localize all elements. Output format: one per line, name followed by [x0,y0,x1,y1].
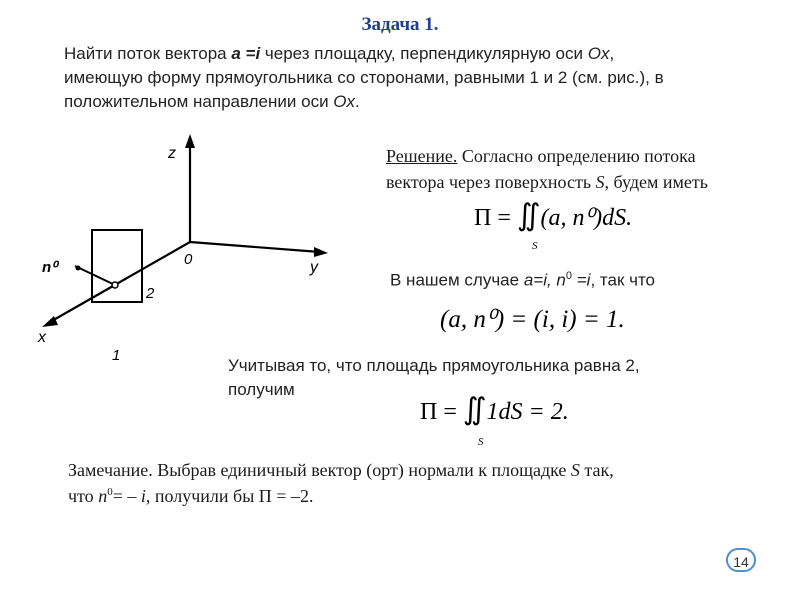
problem-statement: Найти поток вектора a =i через площадку, перпендикулярную оси Ox, имеющую форму прямоугольника со сторонами, равными 1 и 2 (см. рис.), в положительном направлении оси Ox. [64,44,664,111]
side-1-label: 1 [112,347,121,364]
y-axis [190,242,320,252]
normal-label: n⁰ [42,259,58,276]
side-2-label: 2 [146,285,155,302]
y-axis-arrow [314,247,328,257]
x-axis [50,242,190,322]
slide-number-badge: 14 [726,548,756,572]
coordinate-figure [20,130,340,370]
equation-flux-definition: Π = ∬(a, n⁰)dS. [474,199,633,232]
note-line-2: что $n^0= - i$, получили бы Π = –2. [68,486,314,506]
area-line-2: получим [228,380,295,399]
problem-title: Задача 1. [361,14,439,35]
origin-label: 0 [184,251,193,268]
solution-line-1: Решение. Согласно определению потока [386,146,696,166]
z-label: z [168,145,176,162]
y-label: y [310,259,318,276]
z-axis-arrow [185,134,195,148]
normal-vector [75,266,115,285]
area-line-1: Учитывая то, что площадь прямоугольника равна 2, [228,356,640,375]
x-label: x [38,329,46,346]
equation-dot-product: (a, n⁰) = (i, i) = 1. [440,306,625,333]
note-line-1: Замечание. Выбрав единичный вектор (орт) нормали к площадке S так, [68,460,614,480]
equation-result: Π = ∬1dS = 2. [420,393,569,426]
solution-line-2: вектора через поверхность S, будем иметь [386,172,708,192]
case-line: В нашем случае a=i, $n^0 =i$, так что [390,270,656,290]
rectangle-plate [92,230,142,302]
